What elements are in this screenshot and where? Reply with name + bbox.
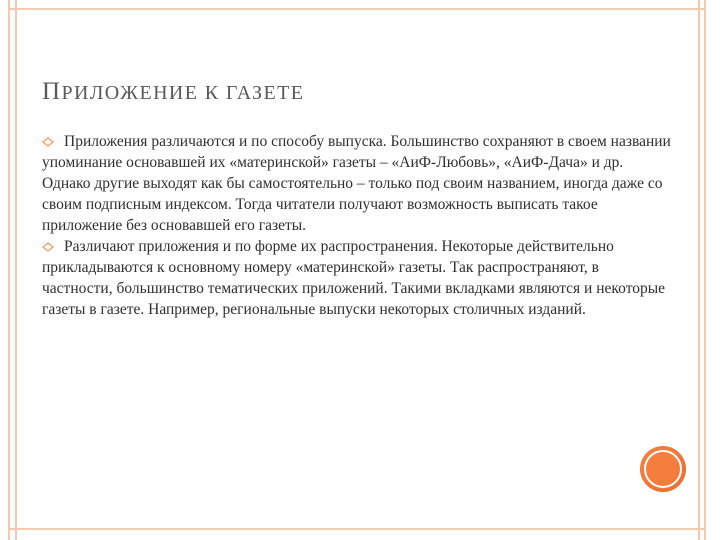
slide-title-first-letter: П [42, 78, 62, 105]
orange-circle-ring [644, 450, 682, 488]
frame-left-outer-line [8, 0, 10, 540]
frame-right-inner-line [698, 0, 700, 540]
bullet-paragraph-1 [42, 131, 672, 236]
bullet-paragraph-2-text: Различают приложения и по форме их распространения. Некоторые действительно прикладываются к основному номеру «материнской» газеты. Так распространяют, в частности, большинство тематических приложений. Такими вкладками являются и некоторые газеты в газете. Например, региональные выпуски некоторых столичных изданий. [42, 238, 666, 318]
frame-left-inner-line [15, 0, 17, 540]
slide-title-rest: РИЛОЖЕНИЕ К ГАЗЕТЕ [61, 82, 305, 104]
bullet-paragraph-2 [42, 236, 672, 320]
bullet-diamond-icon [42, 242, 54, 252]
slide-title [42, 78, 304, 106]
slide-body [42, 131, 672, 320]
bullet-paragraph-1-text: Приложения различаются и по способу выпуска. Большинство сохраняют в своем названии упоминание основавшей их «материнской» газеты – «АиФ-Любовь», «АиФ-Дача» и др. Однако другие выходят как бы самостоятельно – только под своим названием, иногда даже со своим подписным индексом. Тогда читатели получают возможность выписать такое приложение без основавшей его газеты. [42, 133, 671, 234]
bullet-diamond-icon [42, 137, 54, 147]
frame-bottom-line [8, 528, 706, 530]
frame-right-outer-line [704, 0, 706, 540]
frame-top-line [8, 8, 706, 10]
